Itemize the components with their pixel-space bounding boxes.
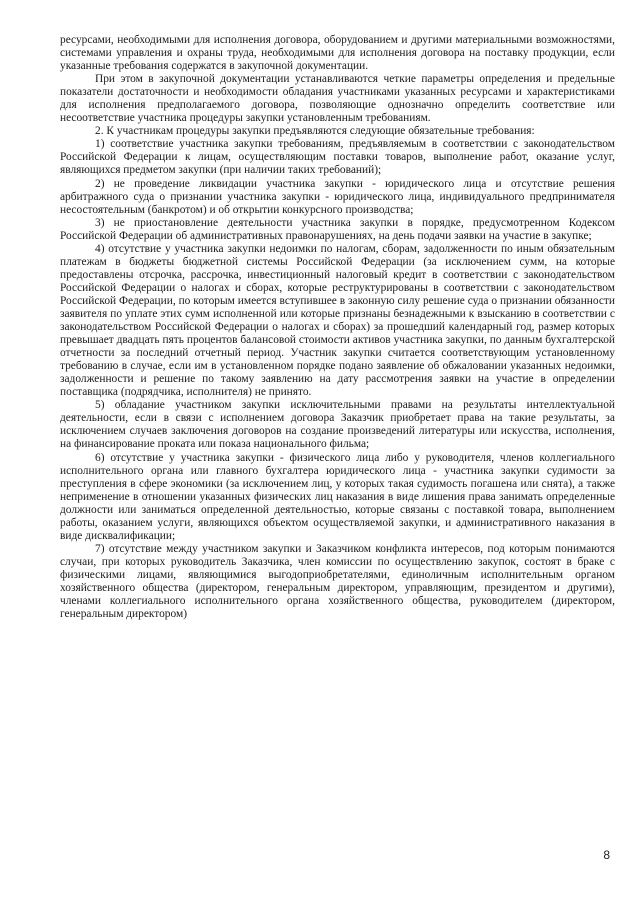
- list-item-requirement-1: 1) соответствие участника закупки требованиям, предъявляемым в соответствии с законодательством Российской Федерации к лицам, осуществляющим поставки товаров, выполнение работ, оказание услуг, являющихся предметом закупки (при наличии таких требований);: [60, 138, 615, 177]
- paragraph-documentation-parameters: При этом в закупочной документации устанавливаются четкие параметры определения и предельные показатели достаточности и необходимости обладания участниками указанных ресурсами и характеристиками для исполнения предполагаемого договора, позволяющие однозначно определить соответствие или несоответствие участника процедуры закупки установленным требованиям.: [60, 73, 615, 125]
- paragraph-resources-continuation: ресурсами, необходимыми для исполнения договора, оборудованием и другими материальными возможностями, системами управления и охраны труда, необходимыми для исполнения договора на поставку продукции, если указанные требования содержатся в закупочной документации.: [60, 34, 615, 73]
- paragraph-mandatory-requirements-heading: 2. К участникам процедуры закупки предъявляются следующие обязательные требования:: [95, 125, 535, 138]
- list-item-requirement-5: 5) обладание участником закупки исключительными правами на результаты интеллектуальной деятельности, если в связи с исполнением договора Заказчик приобретает права на такие результаты, за исключением случаев заключения договоров на создание произведений литературы или искусства, исполнения, на финансирование проката или показа национального фильма;: [60, 399, 615, 451]
- list-item-requirement-3: 3) не приостановление деятельности участника закупки в порядке, предусмотренном Кодексом Российской Федерации об административных правонарушениях, на день подачи заявки на участие в закупке;: [60, 216, 615, 242]
- list-item-requirement-2: 2) не проведение ликвидации участника закупки - юридического лица и отсутствие решения арбитражного суда о признании участника закупки - юридического лица, индивидуального предпринимателя несостоятельным (банкротом) и об открытии конкурсного производства;: [60, 177, 615, 216]
- list-item-requirement-4: 4) отсутствие у участника закупки недоимки по налогам, сборам, задолженности по иным обязательным платежам в бюджеты бюджетной системы Российской Федерации (за исключением сумм, на которые предоставлены отсрочка, рассрочка, инвестиционный налоговый кредит в соответствии с законодательством Российской Федерации о налогах и сборах, которые реструктурированы в соответствии с законодательством Российской Федерации, по которым имеется вступившее в законную силу решение суда о признании обязанности заявителя по уплате этих сумм исполненной или которые признаны безнадежными к взысканию в соответствии с законодательством Российской Федерации о налогах и сборах) за прошедший календарный год, размер которых превышает двадцать пять процентов балансовой стоимости активов участника закупки, по данным бухгалтерской отчетности за последний отчетный период. Участник закупки считается соответствующим установленному требованию в случае, если им в установленном порядке подано заявление об обжаловании указанных недоимки, задолженности и решение по такому заявлению на дату рассмотрения заявки на участие в определении поставщика (подрядчика, исполнителя) не принято.: [60, 242, 615, 399]
- list-item-requirement-6: 6) отсутствие у участника закупки - физического лица либо у руководителя, членов коллегиального исполнительного органа или главного бухгалтера юридического лица - участника закупки судимости за преступления в сфере экономики (за исключением лиц, у которых такая судимость погашена или снята), а также неприменение в отношении указанных физических лиц наказания в виде лишения права занимать определенные должности или заниматься определенной деятельностью, которые связаны с поставкой товара, выполнением работы, оказанием услуги, являющихся объектом осуществляемой закупки, и административного наказания в виде дисквалификации;: [60, 451, 615, 542]
- page-number: 8: [603, 848, 610, 862]
- document-body: [60, 34, 615, 621]
- list-item-requirement-7: 7) отсутствие между участником закупки и Заказчиком конфликта интересов, под которым понимаются случаи, при которых руководитель Заказчика, член комиссии по осуществлению закупок, состоят в браке с физическими лицами, являющимися выгодоприобретателями, единоличным исполнительным органом хозяйственного общества (директором, генеральным директором, управляющим, президентом и другими), членами коллегиального исполнительного органа хозяйственного общества, руководителем (директором, генеральным директором): [60, 542, 615, 621]
